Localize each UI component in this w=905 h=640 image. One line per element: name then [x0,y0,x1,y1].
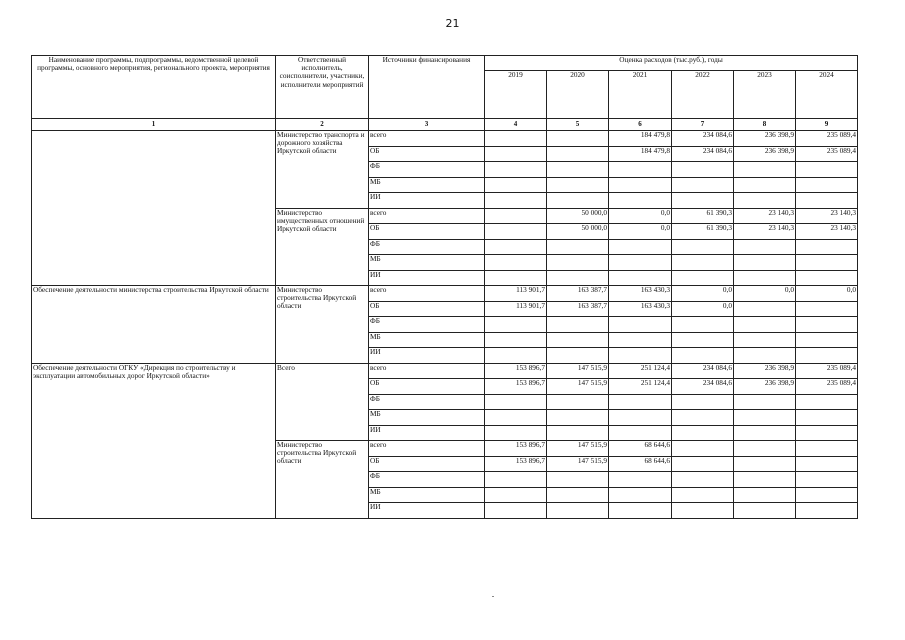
header-year: 2020 [547,71,609,119]
expense-value-cell [796,410,858,426]
funding-source-cell: ИИ [369,193,485,209]
expense-value-cell [672,162,734,178]
expense-value-cell [734,177,796,193]
expense-value-cell [485,177,547,193]
expense-value-cell: 0,0 [734,286,796,302]
program-name-cell: Обеспечение деятельности ОГКУ «Дирекция по строительству и эксплуатации автомобильных дорог Иркутской области» [32,363,276,518]
expense-value-cell: 234 084,6 [672,379,734,395]
column-number: 1 [32,119,276,131]
expense-value-cell [672,410,734,426]
expense-value-cell [485,131,547,147]
column-number: 3 [369,119,485,131]
expense-value-cell: 0,0 [609,208,672,224]
expense-value-cell [796,255,858,271]
header-executor: Ответственный исполнитель, соисполнители, участники, исполнители мероприятий [276,56,369,119]
expense-value-cell [485,487,547,503]
executor-cell: Министерство имущественных отношений Иркутской области [276,208,369,286]
funding-source-cell: ОБ [369,301,485,317]
header-year: 2022 [672,71,734,119]
expense-value-cell [796,239,858,255]
funding-source-cell: МБ [369,177,485,193]
expense-value-cell: 23 140,3 [734,224,796,240]
funding-source-cell: ОБ [369,224,485,240]
expense-value-cell [672,239,734,255]
expense-value-cell [796,270,858,286]
expense-value-cell [547,146,609,162]
expense-value-cell [734,503,796,519]
expense-value-cell [547,193,609,209]
table-row [32,363,858,379]
expense-value-cell [734,410,796,426]
expense-value-cell: 50 000,0 [547,208,609,224]
expense-value-cell [547,239,609,255]
expense-value-cell [734,441,796,457]
page-number: 21 [445,17,460,30]
expense-value-cell: 235 089,4 [796,363,858,379]
header-program-name: Наименование программы, подпрограммы, ведомственной целевой программы, основного мероприятия, регионального проекта, мероприятия [32,56,276,119]
funding-source-cell: ФБ [369,472,485,488]
expense-value-cell [796,177,858,193]
expense-value-cell [547,332,609,348]
expense-value-cell [609,487,672,503]
expense-value-cell: 23 140,3 [734,208,796,224]
column-number: 7 [672,119,734,131]
expense-value-cell [672,270,734,286]
expense-value-cell [547,503,609,519]
expense-value-cell [672,503,734,519]
expense-value-cell [734,301,796,317]
expense-value-cell [485,472,547,488]
expense-value-cell: 153 896,7 [485,441,547,457]
funding-source-cell: ИИ [369,425,485,441]
expense-value-cell [609,270,672,286]
expense-value-cell [547,162,609,178]
expense-value-cell: 251 124,4 [609,363,672,379]
executor-cell: Министерство строительства Иркутской области [276,441,369,519]
expense-value-cell: 147 515,9 [547,363,609,379]
expense-value-cell: 23 140,3 [796,224,858,240]
expense-value-cell: 184 479,8 [609,131,672,147]
expense-value-cell [734,425,796,441]
expense-value-cell: 0,0 [672,286,734,302]
expense-value-cell [609,503,672,519]
expense-value-cell [485,317,547,333]
funding-source-cell: ОБ [369,146,485,162]
expense-value-cell: 147 515,9 [547,441,609,457]
expense-value-cell [734,193,796,209]
expense-value-cell [547,131,609,147]
column-number: 4 [485,119,547,131]
funding-source-cell: всего [369,363,485,379]
expense-value-cell [547,270,609,286]
funding-source-cell: ОБ [369,379,485,395]
expense-value-cell [547,410,609,426]
funding-source-cell: всего [369,441,485,457]
expense-value-cell: 235 089,4 [796,146,858,162]
expense-value-cell [485,332,547,348]
expense-value-cell: 61 390,3 [672,208,734,224]
expense-value-cell: 236 398,9 [734,379,796,395]
expense-value-cell [547,472,609,488]
expense-value-cell [796,348,858,364]
expense-value-cell [547,425,609,441]
expense-value-cell [734,332,796,348]
expense-value-cell [609,193,672,209]
expense-value-cell [609,472,672,488]
funding-source-cell: ФБ [369,317,485,333]
header-funding-sources: Источники финансирования [369,56,485,119]
expense-value-cell [609,425,672,441]
expense-value-cell [547,348,609,364]
expense-value-cell: 50 000,0 [547,224,609,240]
expense-value-cell [796,301,858,317]
program-name-cell [32,131,276,286]
expense-value-cell [547,487,609,503]
column-number: 9 [796,119,858,131]
expense-value-cell: 113 901,7 [485,301,547,317]
expense-value-cell: 184 479,8 [609,146,672,162]
expense-value-cell [609,255,672,271]
expense-value-cell [672,332,734,348]
expense-value-cell: 113 901,7 [485,286,547,302]
funding-source-cell: ФБ [369,239,485,255]
expense-value-cell: 234 084,6 [672,363,734,379]
expense-value-cell [796,487,858,503]
funding-source-cell: ОБ [369,456,485,472]
funding-source-cell: всего [369,131,485,147]
expense-value-cell: 147 515,9 [547,379,609,395]
expense-value-cell [609,317,672,333]
expense-value-cell [796,332,858,348]
funding-source-cell: ФБ [369,394,485,410]
header-year: 2024 [796,71,858,119]
expense-value-cell: 68 644,6 [609,456,672,472]
expense-value-cell: 236 398,9 [734,131,796,147]
expense-value-cell [547,394,609,410]
expense-value-cell [485,193,547,209]
expense-value-cell [672,394,734,410]
expense-value-cell [796,456,858,472]
expense-value-cell [672,317,734,333]
expense-value-cell [485,208,547,224]
funding-source-cell: ИИ [369,503,485,519]
expense-value-cell [734,394,796,410]
expense-value-cell: 235 089,4 [796,131,858,147]
table-row [32,286,858,302]
expense-value-cell [547,317,609,333]
expense-value-cell [672,425,734,441]
expense-value-cell: 61 390,3 [672,224,734,240]
expense-value-cell [485,394,547,410]
expense-value-cell [796,162,858,178]
expense-value-cell: 68 644,6 [609,441,672,457]
table-body [32,131,858,519]
expense-value-cell [547,177,609,193]
column-number: 8 [734,119,796,131]
expense-value-cell: 234 084,6 [672,146,734,162]
expense-value-cell [734,162,796,178]
expense-value-cell [672,487,734,503]
expense-value-cell [672,177,734,193]
funding-source-cell: всего [369,208,485,224]
expense-value-cell [672,472,734,488]
executor-cell: Всего [276,363,369,441]
expense-value-cell: 235 089,4 [796,379,858,395]
funding-source-cell: МБ [369,487,485,503]
expense-value-cell: 163 387,7 [547,301,609,317]
expense-value-cell [734,255,796,271]
expense-value-cell: 0,0 [796,286,858,302]
expense-value-cell [485,146,547,162]
expense-value-cell [734,487,796,503]
expense-value-cell: 0,0 [609,224,672,240]
expense-value-cell: 234 084,6 [672,131,734,147]
expense-value-cell: 163 430,3 [609,286,672,302]
expense-value-cell: 153 896,7 [485,363,547,379]
expense-value-cell [547,255,609,271]
expense-value-cell [609,239,672,255]
expense-value-cell: 0,0 [672,301,734,317]
expense-value-cell [734,348,796,364]
expense-value-cell [485,425,547,441]
expense-value-cell: 23 140,3 [796,208,858,224]
column-number-row [32,119,858,131]
expense-value-cell [485,255,547,271]
expense-value-cell [672,193,734,209]
header-year: 2019 [485,71,547,119]
expense-value-cell [734,456,796,472]
expense-value-cell: 153 896,7 [485,456,547,472]
header-year: 2021 [609,71,672,119]
expense-value-cell: 251 124,4 [609,379,672,395]
column-number: 6 [609,119,672,131]
expense-value-cell [796,317,858,333]
header-expense-estimate: Оценка расходов (тыс.руб.), годы [485,56,858,71]
expense-value-cell [485,348,547,364]
expense-value-cell: 236 398,9 [734,363,796,379]
expense-value-cell [485,224,547,240]
expense-value-cell [672,348,734,364]
header-year: 2023 [734,71,796,119]
expense-value-cell [485,239,547,255]
funding-source-cell: всего [369,286,485,302]
executor-cell: Министерство строительства Иркутской области [276,286,369,364]
expense-value-cell [485,503,547,519]
expense-value-cell [734,317,796,333]
expense-value-cell [485,162,547,178]
expense-value-cell [609,177,672,193]
funding-source-cell: МБ [369,332,485,348]
expense-value-cell [672,441,734,457]
table-row [32,131,858,147]
expense-value-cell [734,270,796,286]
expense-value-cell [609,162,672,178]
expense-value-cell [796,394,858,410]
expense-value-cell [485,270,547,286]
expense-value-cell: 153 896,7 [485,379,547,395]
expense-value-cell [734,472,796,488]
expense-value-cell: 236 398,9 [734,146,796,162]
expense-value-cell [796,425,858,441]
expense-value-cell [672,456,734,472]
column-number: 5 [547,119,609,131]
expense-value-cell [485,410,547,426]
column-number: 2 [276,119,369,131]
expense-value-cell [796,472,858,488]
funding-source-cell: ИИ [369,270,485,286]
funding-source-cell: МБ [369,410,485,426]
expense-value-cell [796,441,858,457]
expense-value-cell: 147 515,9 [547,456,609,472]
expense-value-cell [672,255,734,271]
expense-value-cell: 163 387,7 [547,286,609,302]
funding-source-cell: ИИ [369,348,485,364]
executor-cell: Министерство транспорта и дорожного хозяйства Иркутской области [276,131,369,209]
program-name-cell: Обеспечение деятельности министерства строительства Иркутской области [32,286,276,364]
expense-value-cell [796,503,858,519]
expense-value-cell [796,193,858,209]
funding-source-cell: МБ [369,255,485,271]
budget-table [31,55,858,519]
funding-source-cell: ФБ [369,162,485,178]
expense-value-cell [609,348,672,364]
expense-value-cell [609,394,672,410]
expense-value-cell [609,332,672,348]
expense-value-cell [734,239,796,255]
expense-value-cell [609,410,672,426]
scan-speck [492,596,494,597]
expense-value-cell: 163 430,3 [609,301,672,317]
